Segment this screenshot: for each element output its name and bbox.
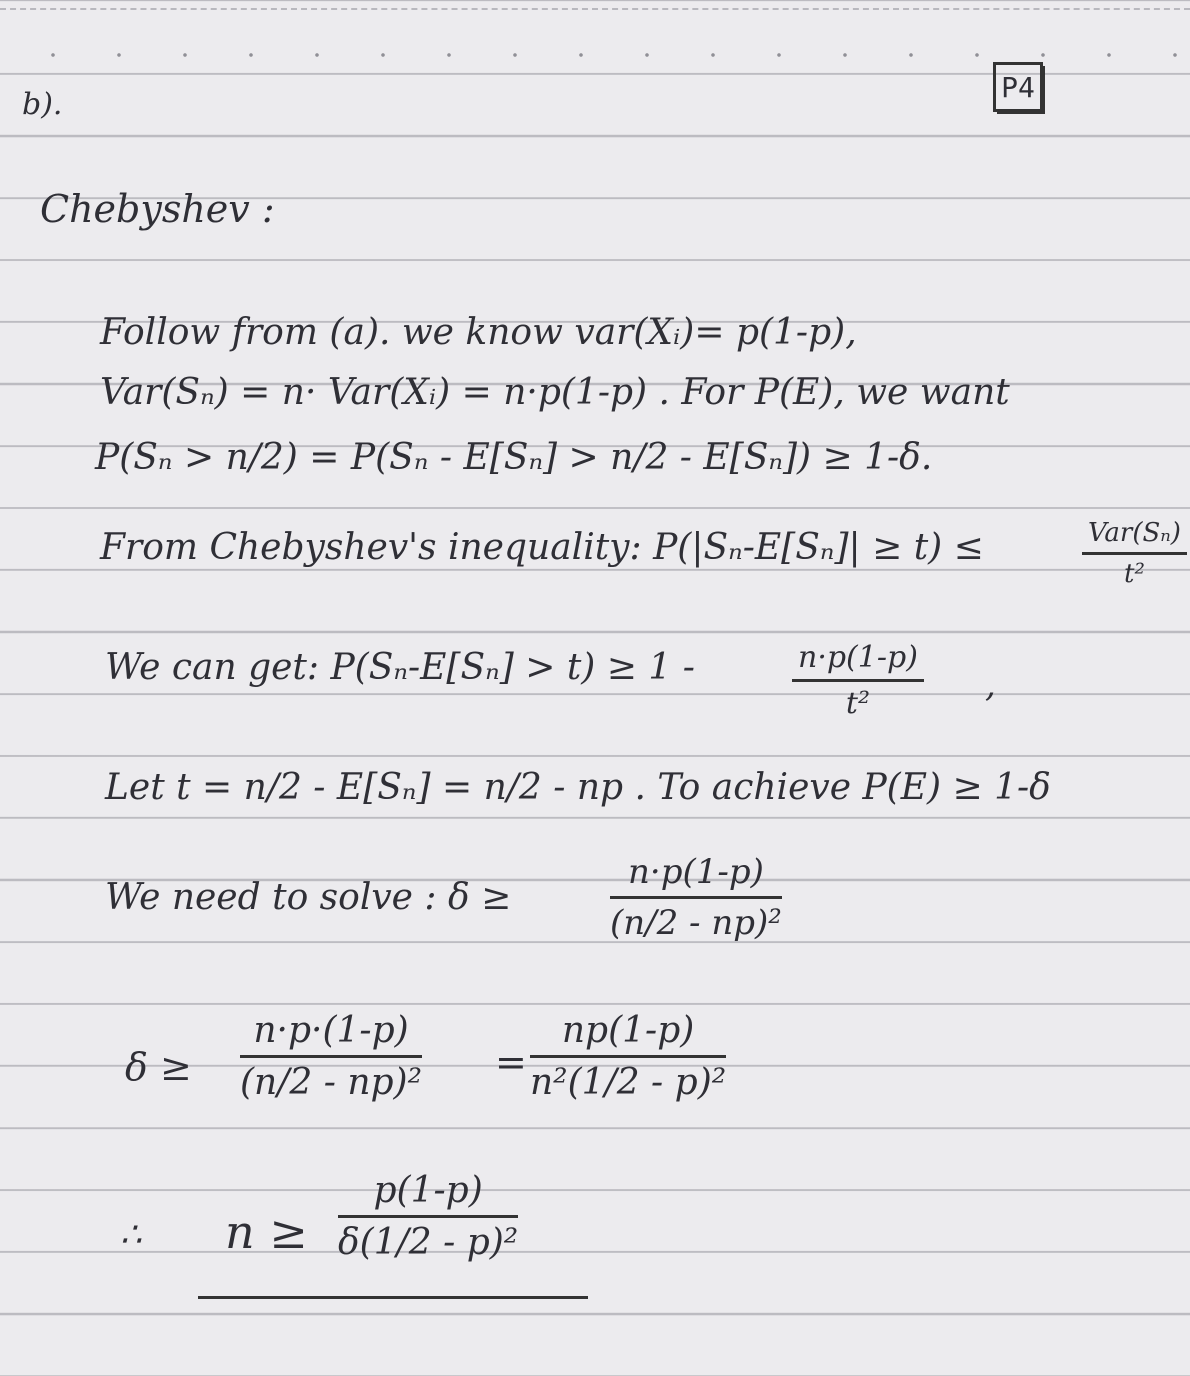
text-line-1: Follow from (a). we know var(Xᵢ)= p(1-p), [100,312,857,353]
therefore-symbol: ∴ [120,1215,142,1255]
solve-fraction [610,852,782,943]
section-heading: Chebyshev : [40,187,275,231]
fraction-denominator: (n/2 - np)² [240,1062,423,1103]
delta-geq-symbol: δ ≥ [125,1045,192,1089]
fraction-denominator: δ(1/2 - p)² [338,1222,519,1263]
step1-fraction [240,1010,422,1103]
chebyshev-bound-fraction [1082,518,1187,589]
comma-mark: , [985,665,996,705]
fraction-denominator: n²(1/2 - p)² [530,1062,727,1103]
text-line-2: Var(Sₙ) = n· Var(Xᵢ) = n·p(1-p) . For P(E), we want [100,372,1010,413]
fraction-numerator: n·p(1-p) [610,852,782,899]
text-line-7: We need to solve : δ ≥ [105,877,512,918]
final-answer-fraction [338,1170,518,1263]
fraction-denominator: t² [1124,559,1145,589]
text-line-5: We can get: P(Sₙ-E[Sₙ] > t) ≥ 1 - [105,647,695,688]
lower-bound-fraction [792,640,924,721]
fraction-numerator: n·p·(1-p) [240,1010,422,1058]
text-line-4: From Chebyshev's inequality: P(|Sₙ-E[Sₙ]| ≥ t) ≤ [100,527,984,568]
fraction-numerator: p(1-p) [338,1170,518,1218]
part-label: b). [22,87,63,122]
fraction-numerator: n·p(1-p) [792,640,924,682]
text-line-3: P(Sₙ > n/2) = P(Sₙ - E[Sₙ] > n/2 - E[Sₙ]) ≥ 1-δ. [95,437,933,478]
fraction-denominator: (n/2 - np)² [610,903,782,943]
fraction-denominator: t² [845,686,870,721]
answer-underline [198,1296,588,1299]
step2-fraction [530,1010,726,1103]
fraction-numerator: np(1-p) [530,1010,726,1058]
fraction-numerator: Var(Sₙ) [1082,518,1187,555]
text-line-6: Let t = n/2 - E[Sₙ] = n/2 - np . To achieve P(E) ≥ 1-δ [105,767,1051,808]
perforation-line [0,8,1190,10]
margin-dots [0,52,1190,58]
equals-symbol: = [495,1040,527,1084]
page-tag: P4 [993,62,1043,112]
n-geq-symbol: n ≥ [225,1205,308,1259]
